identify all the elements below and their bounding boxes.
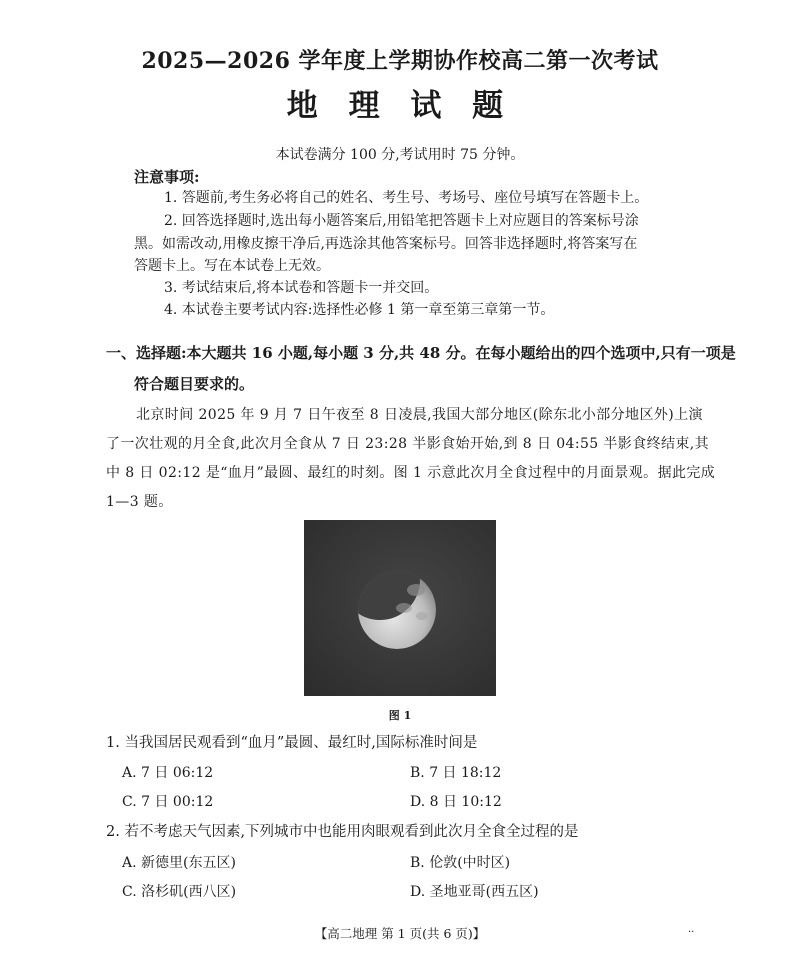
notice-line: 3. 考试结束后,将本试卷和答题卡一并交回。 — [164, 280, 439, 296]
notice-line: 黑。如需改动,用橡皮擦干净后,再选涂其他答案标号。回答非选择题时,将答案写在 — [134, 236, 638, 252]
answer-option: D. 8 日 10:12 — [410, 794, 502, 810]
question-stem: 2. 若不考虑天气因素,下列城市中也能用肉眼观看到此次月全食全过程的是 — [106, 824, 579, 840]
notice-line: 4. 本试卷主要考试内容:选择性必修 1 第一章至第三章第一节。 — [164, 302, 555, 318]
subject-title: 地 理 试 题 — [286, 88, 514, 124]
corner-mark: ·· — [688, 927, 695, 938]
question-stem: 1. 当我国居民观看到“血月”最圆、最红时,国际标准时间是 — [106, 735, 478, 751]
section-heading: 一、选择题:本大题共 16 小题,每小题 3 分,共 48 分。在每小题给出的四个选项中,只有一项是 — [106, 344, 736, 362]
answer-option: D. 圣地亚哥(西五区) — [410, 884, 539, 900]
notice-heading: 注意事项: — [134, 168, 200, 186]
answer-option: C. 7 日 00:12 — [122, 794, 214, 810]
moon-icon — [304, 520, 496, 696]
notice-line: 2. 回答选择题时,选出每小题答案后,用铅笔把答题卡上对应题目的答案标号涂 — [164, 213, 639, 229]
exam-info: 本试卷满分 100 分,考试用时 75 分钟。 — [275, 147, 525, 163]
figure-caption: 图 1 — [388, 709, 412, 722]
answer-option: A. 新德里(东五区) — [122, 855, 236, 871]
exam-title: 2025—2026 学年度上学期协作校高二第一次考试 — [141, 48, 659, 74]
passage-line: 1—3 题。 — [106, 494, 173, 510]
passage-line: 北京时间 2025 年 9 月 7 日午夜至 8 日凌晨,我国大部分地区(除东北小部分地区外)上演 — [136, 407, 703, 423]
passage-line: 中 8 日 02:12 是“血月”最圆、最红的时刻。图 1 示意此次月全食过程中的月面景观。据此完成 — [106, 465, 716, 481]
answer-option: B. 7 日 18:12 — [410, 765, 502, 781]
answer-option: C. 洛杉矶(西八区) — [122, 884, 237, 900]
page-footer: 【高二地理 第 1 页(共 6 页)】 — [314, 926, 486, 941]
answer-option: B. 伦敦(中时区) — [410, 855, 511, 871]
lunar-eclipse-photo — [304, 520, 496, 696]
notice-line: 答题卡上。写在本试卷上无效。 — [134, 258, 330, 274]
answer-option: A. 7 日 06:12 — [122, 765, 214, 781]
notice-line: 1. 答题前,考生务必将自己的姓名、考生号、考场号、座位号填写在答题卡上。 — [164, 190, 649, 206]
section-heading-cont: 符合题目要求的。 — [134, 375, 255, 393]
passage-line: 了一次壮观的月全食,此次月全食从 7 日 23:28 半影食始开始,到 8 日 04:55 半影食终结束,其 — [106, 436, 710, 452]
